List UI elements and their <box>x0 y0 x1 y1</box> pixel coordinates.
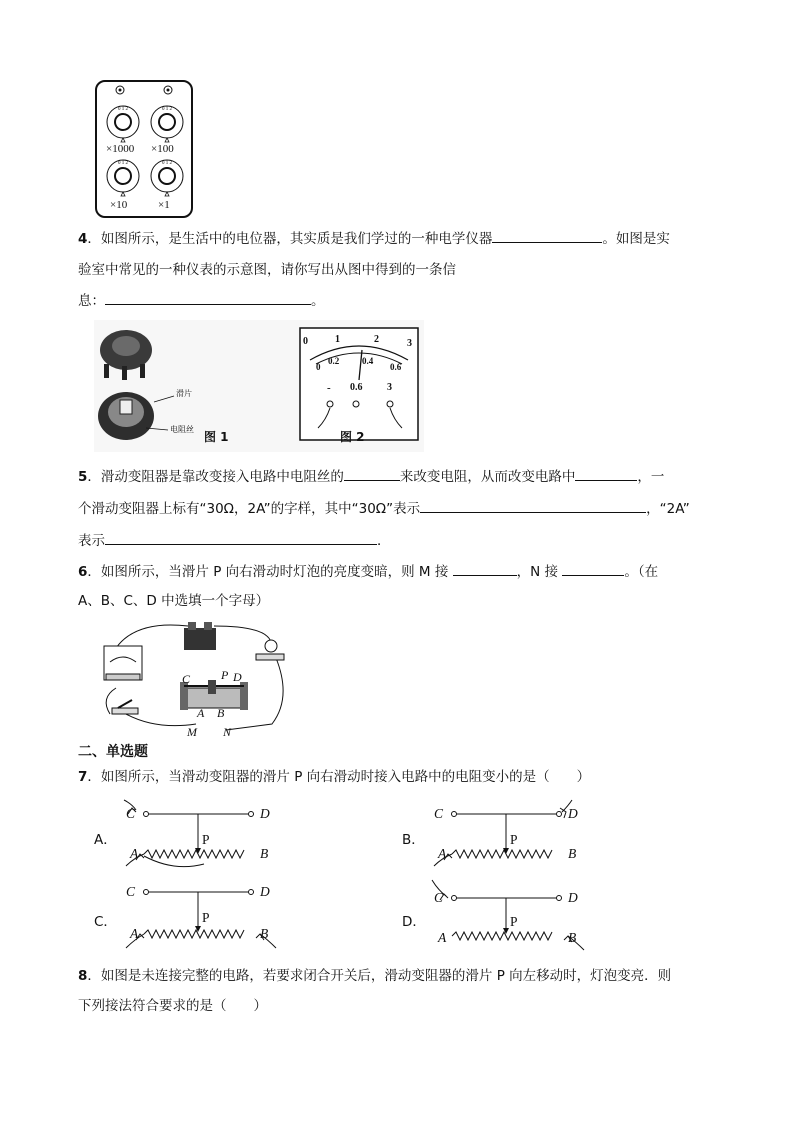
ammeter-scale-bottom-0: 0 <box>316 362 321 372</box>
ammeter-terminal-minus: - <box>327 382 331 394</box>
svg-text:0 1 2: 0 1 2 <box>162 107 172 112</box>
label-resistance-wire: 电阻丝 <box>170 425 194 434</box>
slider-p: P <box>510 832 518 847</box>
q6-circuit-figure <box>96 618 296 742</box>
slider-p: P <box>510 914 518 929</box>
q6-blank-m[interactable] <box>453 561 517 576</box>
option-label: C． <box>94 914 117 930</box>
terminal-c: C <box>434 806 444 821</box>
terminal-c: C <box>126 884 136 899</box>
option-label: D． <box>402 914 426 930</box>
q6-label-c: C <box>182 672 191 686</box>
terminal-d: D <box>260 884 270 899</box>
terminal-d: D <box>568 806 578 821</box>
potentiometer-figure <box>94 320 424 452</box>
ammeter-terminal-3: 3 <box>387 382 392 393</box>
ammeter-scale-top-3: 3 <box>407 338 412 349</box>
dial-label-1000: ×1000 <box>106 143 135 155</box>
q5-line2: 个滑动变阻器上标有“30Ω，2A”的字样，其中“30Ω”表示 ，“2A” <box>78 498 690 519</box>
resistance-box-figure <box>94 80 194 218</box>
potentiometer-photo-bottom <box>98 392 174 440</box>
q8-number: 8 <box>78 968 88 984</box>
q4-blank-2[interactable] <box>105 290 311 305</box>
ammeter-scale-top-0: 0 <box>303 336 308 347</box>
q7-number: 7 <box>78 769 88 785</box>
q5-blank-4[interactable] <box>105 530 377 545</box>
ammeter-terminal-0.6: 0.6 <box>350 382 363 393</box>
svg-text:0 1 2: 0 1 2 <box>162 161 172 166</box>
dial-label-10: ×10 <box>110 199 128 211</box>
figure2-caption: 图 2 <box>340 430 365 444</box>
q7-option-c[interactable] <box>94 876 284 952</box>
ammeter-scale-bottom-3: 0.6 <box>390 362 402 372</box>
q6-line2: A、B、C、D 中选填一个字母） <box>78 593 270 609</box>
terminal-b: B <box>568 930 577 945</box>
q6-number: 6 <box>78 564 88 580</box>
q4-blank-1[interactable] <box>492 228 602 243</box>
q7-option-b[interactable] <box>402 798 592 870</box>
q5-blank-2[interactable] <box>575 466 637 481</box>
q6-label-p: P <box>221 668 229 682</box>
q4-line1: 4．如图所示，是生活中的电位器，其实质是我们学过的一种电学仪器 。如图是实 <box>78 228 670 249</box>
q5-blank-1[interactable] <box>344 466 400 481</box>
terminal-c: C <box>126 806 136 821</box>
terminal-d: D <box>568 890 578 905</box>
q5-blank-3[interactable] <box>420 498 646 513</box>
ammeter-scale-top-1: 1 <box>335 334 340 345</box>
q6-label-n: N <box>223 725 232 739</box>
terminal-a: A <box>438 930 447 945</box>
dial-label-100: ×100 <box>151 143 174 155</box>
q7-text: 7．如图所示，当滑动变阻器的滑片 P 向右滑动时接入电路中的电阻变小的是（ ） <box>78 769 591 785</box>
slider-p: P <box>202 910 210 925</box>
q7-option-a[interactable] <box>94 798 284 870</box>
q5-line1: 5．滑动变阻器是靠改变接入电路中电阻丝的 来改变电阻，从而改变电路中 ，一 <box>78 466 664 487</box>
ammeter-scale-top-2: 2 <box>374 334 379 345</box>
terminal-d: D <box>260 806 270 821</box>
terminal-a: A <box>130 846 139 861</box>
q6-label-a: A <box>197 706 205 720</box>
svg-text:0 1 2: 0 1 2 <box>118 107 128 112</box>
figure1-caption: 图 1 <box>204 430 229 444</box>
option-label: B． <box>402 832 425 848</box>
q6-blank-n[interactable] <box>562 561 624 576</box>
terminal-a: A <box>438 846 447 861</box>
q6-label-m: M <box>187 725 197 739</box>
terminal-b: B <box>260 926 269 941</box>
terminal-b: B <box>568 846 577 861</box>
q5-line3: 表示 ． <box>78 530 391 551</box>
section-title: 二、单选题 <box>78 744 148 760</box>
option-label: A． <box>94 832 117 848</box>
q4-line3: 息： 。 <box>78 290 325 311</box>
q8-line2: 下列接法符合要求的是（ ） <box>78 998 267 1014</box>
q4-line2: 验室中常见的一种仪表的示意图，请你写出从图中得到的一条信 <box>78 262 456 278</box>
q6-line1: 6．如图所示，当滑片 P 向右滑动时灯泡的亮度变暗，则 M 接 ，N 接 。（在 <box>78 561 658 582</box>
ammeter-scale-bottom-1: 0.2 <box>328 356 340 366</box>
svg-text:0 1 2: 0 1 2 <box>118 161 128 166</box>
terminal-b: B <box>260 846 269 861</box>
dial-label-1: ×1 <box>158 199 170 211</box>
terminal-c: C <box>434 890 444 905</box>
ammeter-scale-bottom-2: 0.4 <box>362 356 374 366</box>
q6-label-b: B <box>217 706 225 720</box>
potentiometer-photo-top <box>100 330 152 380</box>
q6-label-d: D <box>233 670 242 684</box>
slider-p: P <box>202 832 210 847</box>
label-slider: 滑片 <box>176 389 192 398</box>
terminal-a: A <box>130 926 139 941</box>
q4-number: 4 <box>78 231 88 247</box>
q7-option-d[interactable] <box>402 876 592 952</box>
q8-line1: 8．如图是未连接完整的电路，若要求闭合开关后，滑动变阻器的滑片 P 向左移动时，灯泡变亮．则 <box>78 968 672 984</box>
q5-number: 5 <box>78 469 88 485</box>
